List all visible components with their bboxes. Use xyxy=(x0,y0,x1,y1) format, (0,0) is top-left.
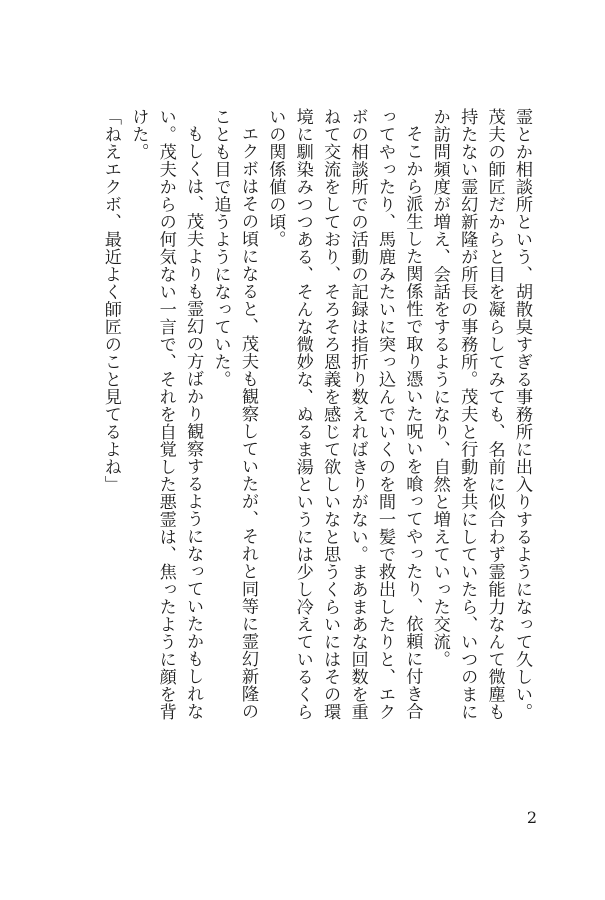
page-number: 2 xyxy=(526,808,537,827)
paragraph-3: エクボはその頃になると、茂夫も観察していたが、それと同等に霊幻新隆のことも目で追うようになっていた。 xyxy=(210,108,258,721)
paragraph-2: そこから派生した関係性で取り憑いた呪いを喰ってやったり、依頼に付き合ってやったり、馬鹿みたいに突っ込んでいくのを間一髪で救出したりと、エクボの相談所での活動の記録は指折り数えればきりがない。まあまあな回数を重ねて交流をしており、そろそろ恩義を感じて欲しいなと思うくらいにはその環境に馴染みつつある、そんな微妙な、ぬるま湯というには少し冷えているくらいの関係値の頃。 xyxy=(265,108,423,721)
body-text xyxy=(65,108,535,730)
paragraph-1: 霊とか相談所という、胡散臭すぎる事務所に出入りするようになって久しい。茂夫の師匠だからと目を凝らしてみても、名前に似合わず霊能力なんて微塵も持たない霊幻新隆が所長の事務所。茂夫と行動を共にしていたら、いつのまにか訪問頻度が増え、会話をするようになり、自然と増えていった交流。 xyxy=(429,108,532,721)
dialogue-line: 「ねえエクボ、最近よく師匠のこと見てるよね」 xyxy=(100,108,121,493)
paragraph-4: もしくは、茂夫よりも霊幻の方ばかり観察するようになっていたかもしれない。茂夫からの何気ない一言で、それを自覚した悪霊は、焦ったように顔を背けた。 xyxy=(128,108,204,721)
